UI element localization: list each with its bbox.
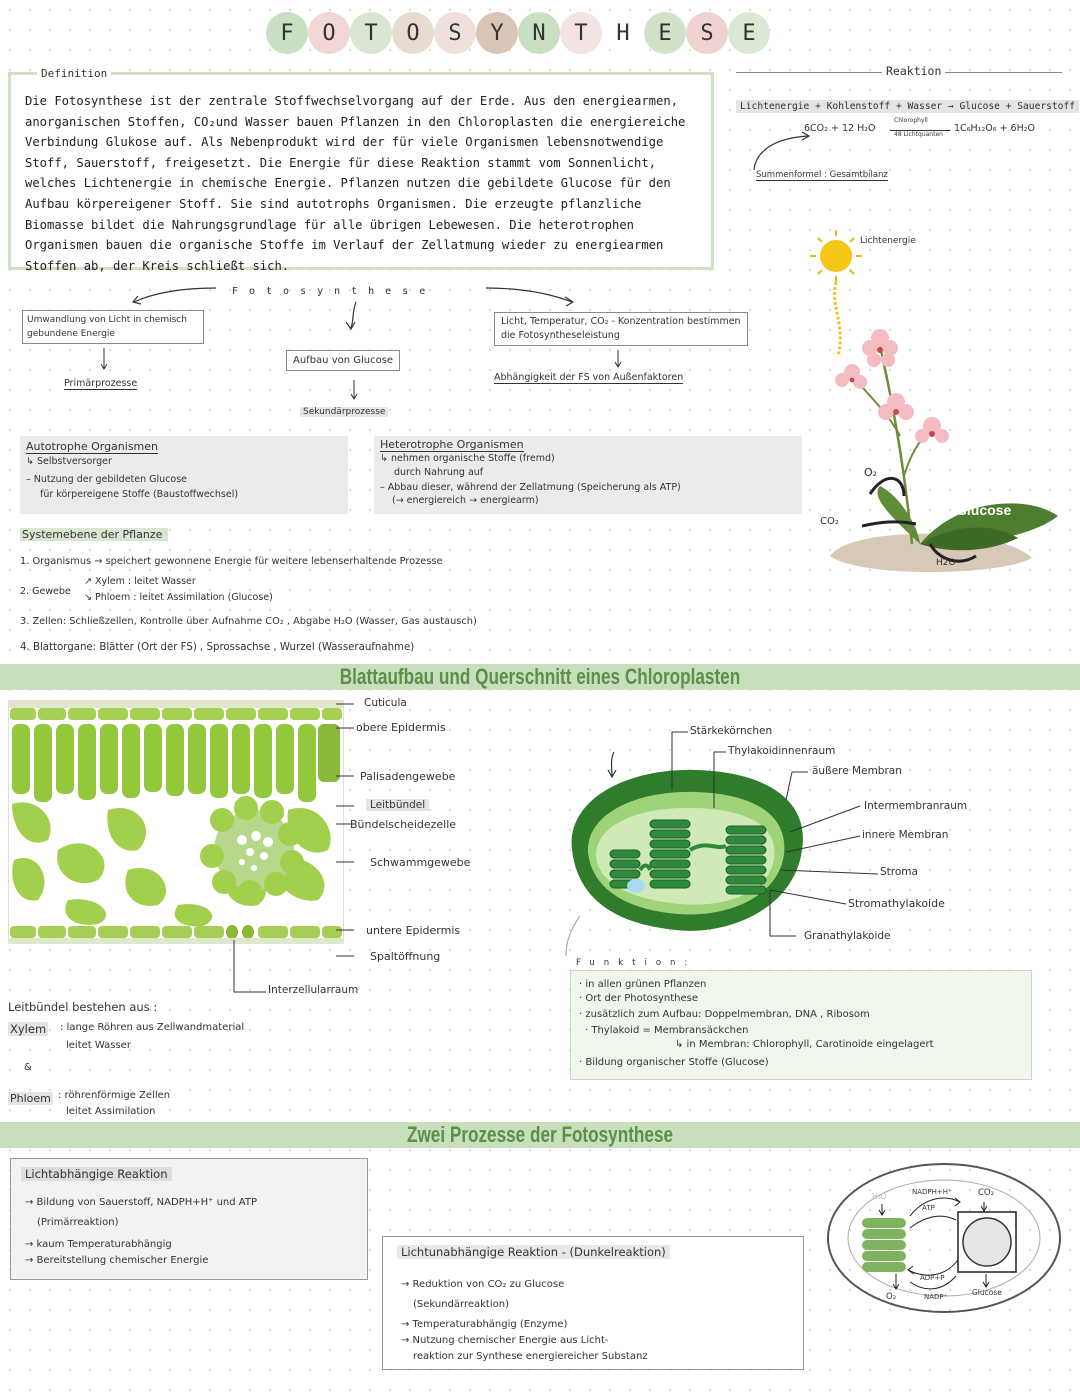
light-l3: → kaum Temperaturabhängig — [25, 1239, 172, 1250]
plant-o2: O₂ — [864, 466, 878, 479]
plant-h2o: H2O — [936, 558, 956, 568]
label-cuticula: Cuticula — [364, 697, 407, 709]
title-letter: S — [686, 12, 728, 54]
leaf-cross-section — [8, 700, 344, 944]
label-leitbuendel: Leitbündel — [366, 799, 429, 811]
overview-right-result: Abhängigkeit der FS von Außenfaktoren — [494, 372, 684, 383]
cycle-o2: O₂ — [886, 1292, 897, 1302]
word-equation: Lichtenergie + Kohlenstoff + Wasser → Glucose + Sauerstoff — [736, 100, 1079, 113]
title-letter: S — [434, 12, 476, 54]
dark-l5: reaktion zur Synthese energiereicher Substanz — [413, 1351, 648, 1362]
overview-middle-box: Aufbau von Glucose — [286, 350, 400, 371]
equation-right: 1C₆H₁₂O₆ + 6H₂O — [954, 123, 1036, 134]
funktion-l5: ↳ in Membran: Chlorophyll, Carotinoide eingelagert — [675, 1039, 934, 1050]
funktion-l3: · zusätzlich zum Aufbau: Doppelmembran, DNA , Ribosom — [579, 1009, 870, 1020]
heterotroph-line4: (→ energiereich → energiearm) — [392, 495, 539, 506]
equation-arrow-top: Chlorophyll — [894, 117, 928, 124]
label-palisadengewebe: Palisadengewebe — [360, 770, 456, 783]
dark-l2: (Sekundärreaktion) — [413, 1299, 509, 1310]
title-letter: T — [350, 12, 392, 54]
definition-text: Die Fotosynthese ist der zentrale Stoffwechselvorgang auf der Erde. Aus den energiearmen, anorganischen Stoffen, CO₂und Wasser bauen Pflanzen in den Chloroplasten die energiereiche Verbindung Glukose auf. Als Nebenprodukt wird der für viele Organismen lebensnotwendige Stoff, Sauerstoff, freigesetzt. Die Energie für diese Reaktion stammt vom Sonnenlicht, welches Lichtenergie in chemische Energie. Pflanzen nutzen die gebildete Glucose für den Aufbau körpereigener Stoff. Sie sind autotrophs Organismen. Die erzeugte pflanzliche Biomasse bildet die Nahrungsgrundlage für alle übrigen Lebewesen. Die heterotrophen Organismen bauen die organische Stoffe im Verlauf der Zellatmung wieder zu energiearmen Stoffen ab, der Kreis schließt sich. — [25, 94, 686, 273]
section-title-1: Blattaufbau und Querschnitt eines Chloroplasten — [339, 664, 741, 689]
overview-left-box: Umwandlung von Licht in chemisch gebundene Energie — [22, 310, 204, 344]
label-innere-membran: innere Membran — [862, 829, 949, 841]
title-letter: O — [392, 12, 434, 54]
system-l2a: 2. Gewebe — [20, 586, 71, 597]
label-intermembranraum: Intermembranraum — [864, 800, 968, 812]
title-letter: N — [518, 12, 560, 54]
reaction-section — [732, 64, 1074, 194]
section-band-1 — [0, 664, 1080, 690]
equation-left: 6CO₂ + 12 H₂O — [804, 123, 876, 134]
interzell-line — [230, 940, 270, 1000]
plant-glucose: Glucose — [956, 502, 1012, 518]
leit-xylem-t1: : lange Röhren aus Zellwandmaterial — [60, 1022, 245, 1033]
funktion-l2: · Ort der Photosynthese — [579, 993, 698, 1004]
cycle-nadp: NADP⁺ — [924, 1293, 948, 1301]
section-band-2 — [0, 1122, 1080, 1148]
title-letter: F — [266, 12, 308, 54]
system-l4: 4. Blattorgane: Blätter (Ort der FS) , Sprossachse , Wurzel (Wasseraufnahme) — [20, 642, 415, 653]
label-thylakoidinnenraum: Thylakoidinnenraum — [728, 745, 836, 757]
funktion-l6: · Bildung organischer Stoffe (Glucose) — [579, 1057, 769, 1068]
dark-title: Lichtunabhängige Reaktion - (Dunkelreaktion) — [397, 1245, 670, 1259]
label-obere-epidermis: obere Epidermis — [356, 721, 446, 734]
leit-title: Leitbündel bestehen aus : — [8, 1000, 158, 1014]
label-untere-epidermis: untere Epidermis — [366, 924, 461, 937]
leit-phloem-t1: : röhrenförmige Zellen — [58, 1090, 171, 1101]
funktion-box — [570, 970, 1032, 1080]
plant-light-label: Lichtenergie — [860, 236, 916, 246]
leit-amp: & — [24, 1062, 32, 1073]
funktion-l1: · in allen grünen Pflanzen — [579, 979, 707, 990]
overview-right-box: Licht, Temperatur, CO₂ - Konzentration bestimmen die Fotosyntheseleistung — [494, 312, 748, 346]
system-title: Systemebene der Pflanze — [20, 528, 168, 541]
overview-left-result: Primärprozesse — [64, 378, 138, 389]
title-letter: O — [308, 12, 350, 54]
label-staerkekoernchen: Stärkekörnchen — [690, 725, 773, 737]
cycle-h2o: H₂O — [872, 1192, 887, 1201]
definition-label: Definition — [37, 67, 111, 80]
equation-arrow-bottom: 48 Lichtquanten — [894, 131, 943, 138]
heterotroph-line1: ↳ nehmen organische Stoffe (fremd) — [380, 453, 555, 464]
leitbuendel-notes — [8, 1000, 368, 1120]
plant-co2: CO₂ — [820, 516, 839, 527]
label-aeussere-membran: äußere Membran — [812, 765, 902, 777]
system-l2c: ↘ Phloem : leitet Assimilation (Glucose) — [84, 592, 273, 603]
heterotroph-title: Heterotrophe Organismen — [380, 438, 524, 451]
light-l1: → Bildung von Sauerstoff, NADPH+H⁺ und ATP — [25, 1197, 257, 1208]
leaf-drawing — [8, 700, 344, 944]
light-l4: → Bereitstellung chemischer Energie — [25, 1255, 209, 1266]
title-letter: E — [728, 12, 770, 54]
leit-phloem: Phloem — [10, 1092, 51, 1105]
heterotroph-line3: – Abbau dieser, während der Zellatmung (Speicherung als ATP) — [380, 482, 681, 493]
dark-l1: → Reduktion von CO₂ zu Glucose — [401, 1279, 565, 1290]
reaction-label: Reaktion — [882, 64, 945, 78]
cycle-glucose: Glucose — [972, 1288, 1002, 1297]
dark-l4: → Nutzung chemischer Energie aus Licht- — [401, 1335, 609, 1346]
section-title-2: Zwei Prozesse der Fotosynthese — [406, 1122, 674, 1147]
plant-illustration — [800, 226, 1070, 586]
dark-l3: → Temperaturabhängig (Enzyme) — [401, 1319, 568, 1330]
overview-flow — [16, 280, 786, 430]
leit-phloem-t2: leitet Assimilation — [66, 1106, 156, 1117]
heterotroph-line2: durch Nahrung auf — [394, 467, 484, 478]
leit-xylem-t2: leitet Wasser — [66, 1040, 131, 1051]
funktion-title: Funktion: — [576, 958, 697, 968]
overview-middle-result: Sekundärprozesse — [300, 407, 388, 417]
sun-icon — [810, 230, 862, 282]
definition-box — [8, 67, 714, 273]
title-letter: T — [560, 12, 602, 54]
page-title — [266, 12, 796, 58]
leit-xylem: Xylem — [10, 1022, 47, 1036]
autotroph-line3: für körpereigene Stoffe (Baustoffwechsel) — [40, 489, 239, 500]
cycle-atp: ATP — [922, 1204, 935, 1212]
cycle-co2: CO₂ — [978, 1188, 995, 1198]
cycle-diagram — [824, 1158, 1066, 1318]
light-title: Lichtabhängige Reaktion — [21, 1167, 172, 1181]
plant-drawing — [800, 226, 1070, 586]
leaf-leader-lines — [330, 700, 360, 1000]
autotroph-line2: – Nutzung der gebildeten Glucose — [26, 474, 188, 485]
system-l3: 3. Zellen: Schließzellen, Kontrolle über Aufnahme CO₂ , Abgabe H₂O (Wasser, Gas austausch) — [20, 616, 477, 627]
cycle-nadph: NADPH+H⁺ — [912, 1188, 952, 1196]
title-letter: Y — [476, 12, 518, 54]
autotroph-box — [20, 436, 348, 514]
title-letter: E — [644, 12, 686, 54]
autotroph-line1: ↳ Selbstversorger — [26, 456, 112, 467]
heterotroph-box — [374, 436, 802, 514]
light-reaction-box — [10, 1158, 368, 1280]
label-stromathylakoide: Stromathylakoide — [848, 897, 945, 910]
title-letter: H — [602, 12, 644, 54]
label-schwammgewebe: Schwammgewebe — [370, 856, 471, 869]
system-section — [20, 526, 780, 660]
system-l2b: ↗ Xylem : leitet Wasser — [84, 576, 196, 587]
light-l2: (Primärreaktion) — [37, 1217, 119, 1228]
system-l1: 1. Organismus → speichert gewonnene Energie für weitere lebenserhaltende Prozesse — [20, 556, 443, 567]
overview-center: Fotosynthese — [232, 286, 437, 297]
label-buendelscheidezelle: Bündelscheidezelle — [350, 818, 457, 831]
label-spaltoeffnung: Spaltöffnung — [370, 950, 441, 963]
label-stroma: Stroma — [880, 866, 918, 878]
cycle-adp: ADP+P — [920, 1274, 945, 1282]
label-interzellularraum: Interzellularraum — [268, 984, 359, 996]
autotroph-title: Autotrophe Organismen — [26, 440, 159, 453]
funktion-l4: · Thylakoid = Membransäckchen — [585, 1025, 749, 1036]
reaction-note: Summenformel : Gesamtbilanz — [756, 170, 888, 180]
dark-reaction-box — [382, 1236, 804, 1370]
label-granathylakoide: Granathylakoide — [804, 930, 891, 942]
overview-arrows — [16, 280, 786, 430]
